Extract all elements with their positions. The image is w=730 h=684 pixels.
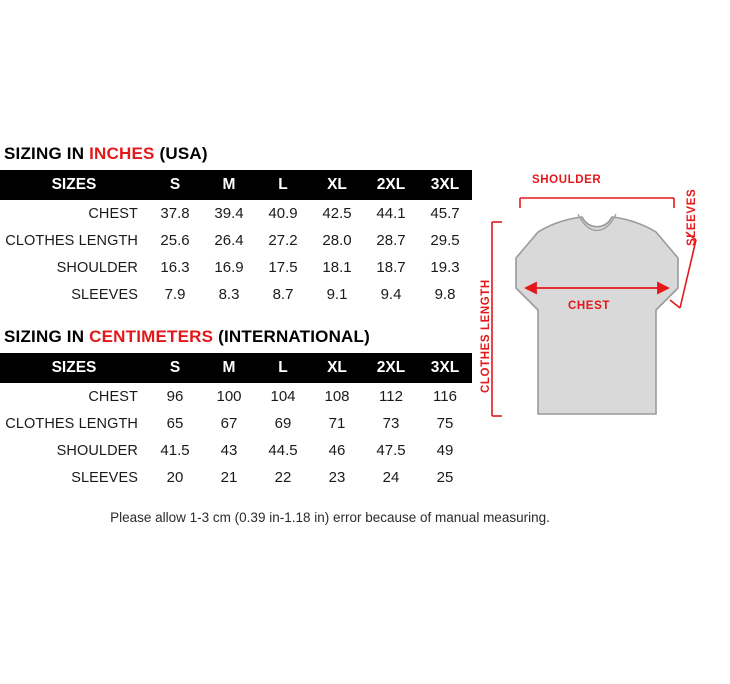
table-row [0, 227, 472, 254]
table-row [0, 410, 472, 437]
cell-sleeves-2xl-cm: 24 [382, 469, 400, 486]
column-header-sizes-cm: SIZES [0, 353, 148, 383]
cell-sleeves-m: 8.3 [218, 286, 240, 303]
cell-length-xl-cm: 71 [328, 415, 346, 432]
cell-length-3xl-cm: 75 [436, 415, 454, 432]
row-label-shoulder-cm: SHOULDER [56, 442, 138, 459]
column-header-sizes: SIZES [0, 170, 148, 200]
row-label-clothes-length-cm: CLOTHES LENGTH [5, 415, 138, 432]
cell-chest-s-cm: 96 [166, 388, 184, 405]
title-prefix-cm: SIZING IN [4, 327, 90, 346]
cell-chest-s: 37.8 [160, 205, 190, 222]
column-header-m-cm: M [202, 353, 256, 383]
cell-shoulder-m: 16.9 [214, 259, 244, 276]
cell-length-2xl-cm: 73 [382, 415, 400, 432]
column-header-s: S [148, 170, 202, 200]
column-header-3xl-cm: 3XL [418, 353, 472, 383]
cell-sleeves-xl-cm: 23 [328, 469, 346, 486]
sizing-table-inches [0, 170, 472, 308]
title-suffix-cm: (INTERNATIONAL) [213, 327, 370, 346]
column-header-l: L [256, 170, 310, 200]
cell-sleeves-3xl-cm: 25 [436, 469, 454, 486]
column-header-3xl: 3XL [418, 170, 472, 200]
cell-shoulder-2xl: 18.7 [376, 259, 406, 276]
cell-length-l: 27.2 [268, 232, 298, 249]
cell-sleeves-l: 8.7 [272, 286, 294, 303]
diagram-label-shoulder: SHOULDER [532, 174, 602, 186]
column-header-m: M [202, 170, 256, 200]
sizing-table-centimeters [0, 353, 472, 491]
cell-sleeves-s: 7.9 [164, 286, 186, 303]
cell-chest-l-cm: 104 [270, 388, 296, 405]
cell-shoulder-xl: 18.1 [322, 259, 352, 276]
section-title-inches [4, 144, 208, 164]
cell-sleeves-3xl: 9.8 [434, 286, 456, 303]
cell-sleeves-l-cm: 22 [274, 469, 292, 486]
cell-sleeves-s-cm: 20 [166, 469, 184, 486]
table-row [0, 437, 472, 464]
table-row [0, 281, 472, 308]
row-label-shoulder: SHOULDER [56, 259, 138, 276]
shoulder-measure-bracket [520, 198, 674, 208]
cell-shoulder-m-cm: 43 [220, 442, 238, 459]
title-suffix-inches: (USA) [154, 144, 208, 163]
title-prefix-inches: SIZING IN [4, 144, 90, 163]
table-header-row [0, 353, 472, 383]
table-row [0, 464, 472, 491]
row-label-sleeves-cm: SLEEVES [71, 469, 138, 486]
column-header-l-cm: L [256, 353, 310, 383]
measuring-disclaimer: Please allow 1-3 cm (0.39 in-1.18 in) error because of manual measuring. [110, 510, 550, 525]
cell-chest-m: 39.4 [214, 205, 244, 222]
column-header-2xl: 2XL [364, 170, 418, 200]
cell-shoulder-3xl: 19.3 [430, 259, 460, 276]
cell-chest-2xl-cm: 112 [379, 388, 403, 405]
diagram-label-clothes-length: CLOTHES LENGTH [480, 279, 492, 393]
row-label-sleeves: SLEEVES [71, 286, 138, 303]
tshirt-measurement-diagram [470, 160, 730, 440]
column-header-xl-cm: XL [310, 353, 364, 383]
title-highlight-inches: INCHES [89, 144, 155, 163]
cell-chest-xl: 42.5 [322, 205, 352, 222]
cell-length-m: 26.4 [214, 232, 244, 249]
cell-chest-xl-cm: 108 [324, 388, 350, 405]
cell-sleeves-2xl: 9.4 [380, 286, 402, 303]
cell-chest-3xl-cm: 116 [433, 388, 457, 405]
table-header-row [0, 170, 472, 200]
title-highlight-cm: CENTIMETERS [89, 327, 214, 346]
table-row [0, 200, 472, 227]
cell-sleeves-m-cm: 21 [220, 469, 238, 486]
cell-shoulder-l-cm: 44.5 [268, 442, 298, 459]
cell-length-l-cm: 69 [274, 415, 292, 432]
diagram-label-chest: CHEST [568, 300, 610, 312]
clothes-length-measure-bracket [492, 222, 502, 416]
cell-length-s: 25.6 [160, 232, 190, 249]
cell-shoulder-3xl-cm: 49 [436, 442, 454, 459]
cell-sleeves-xl: 9.1 [326, 286, 348, 303]
table-row [0, 254, 472, 281]
column-header-xl: XL [310, 170, 364, 200]
cell-shoulder-xl-cm: 46 [328, 442, 346, 459]
cell-length-xl: 28.0 [322, 232, 352, 249]
cell-shoulder-s-cm: 41.5 [160, 442, 190, 459]
column-header-s-cm: S [148, 353, 202, 383]
cell-length-2xl: 28.7 [376, 232, 406, 249]
cell-length-3xl: 29.5 [430, 232, 460, 249]
cell-chest-m-cm: 100 [216, 388, 242, 405]
row-label-chest-cm: CHEST [88, 388, 138, 405]
cell-chest-3xl: 45.7 [430, 205, 460, 222]
cell-shoulder-l: 17.5 [268, 259, 298, 276]
cell-length-m-cm: 67 [220, 415, 238, 432]
cell-shoulder-s: 16.3 [160, 259, 190, 276]
column-header-2xl-cm: 2XL [364, 353, 418, 383]
section-title-centimeters [4, 327, 370, 347]
diagram-label-sleeves: SLEEVES [686, 188, 698, 246]
tshirt-shape [516, 214, 678, 414]
cell-length-s-cm: 65 [166, 415, 184, 432]
cell-shoulder-2xl-cm: 47.5 [376, 442, 406, 459]
table-row [0, 383, 472, 410]
cell-chest-l: 40.9 [268, 205, 298, 222]
cell-chest-2xl: 44.1 [376, 205, 406, 222]
row-label-clothes-length: CLOTHES LENGTH [5, 232, 138, 249]
row-label-chest: CHEST [88, 205, 138, 222]
